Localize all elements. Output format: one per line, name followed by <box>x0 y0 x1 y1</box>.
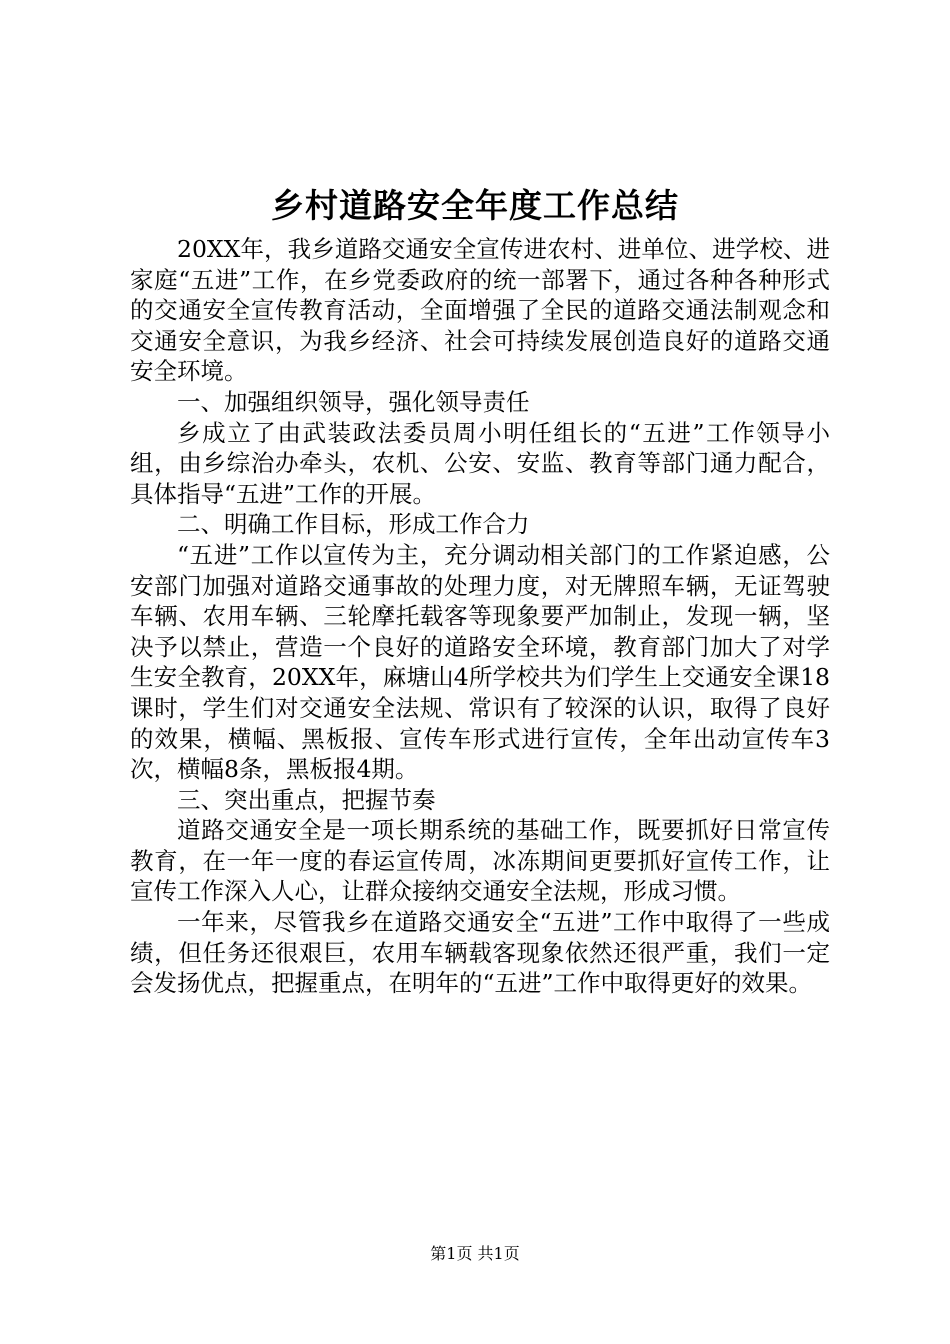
paragraph-conclusion: 一年来，尽管我乡在道路交通安全“五进”工作中取得了一些成绩，但任务还很艰巨，农用车辆载客现象依然还很严重，我们一定会发扬优点，把握重点，在明年的“五进”工作中取得更好的效果。 <box>130 908 830 998</box>
paragraph-section-1: 乡成立了由武装政法委员周小明任组长的“五进”工作领导小组，由乡综治办牵头，农机、公安、安监、教育等部门通力配合，具体指导“五进”工作的开展。 <box>130 418 830 508</box>
paragraph-section-3: 道路交通安全是一项长期系统的基础工作，既要抓好日常宣传教育，在一年一度的春运宣传周，冰冻期间更要抓好宣传工作，让宣传工作深入人心，让群众接纳交通安全法规，形成习惯。 <box>130 816 830 906</box>
section-heading-1: 一、加强组织领导，强化领导责任 <box>177 387 530 416</box>
section-heading-3: 三、突出重点，把握节奏 <box>177 785 436 814</box>
page-footer: 第1页 共1页 <box>430 1244 520 1263</box>
paragraph-section-2: “五进”工作以宣传为主，充分调动相关部门的工作紧迫感，公安部门加强对道路交通事故的处理力度，对无牌照车辆，无证驾驶车辆、农用车辆、三轮摩托载客等现象要严加制止，发现一辆，坚决予以禁止，营造一个良好的道路安全环境，教育部门加大了对学生安全教育，20XX年，麻塘山4所学校共为们学生上交通安全课18课时，学生们对交通安全法规、常识有了较深的认识，取得了良好的效果，横幅、黑板报、宣传车形式进行宣传，全年出动宣传车3次，横幅8条，黑板报4期。 <box>130 540 830 784</box>
document-title: 乡村道路安全年度工作总结 <box>271 186 679 225</box>
document-body <box>130 234 830 999</box>
paragraph-intro: 20XX年，我乡道路交通安全宣传进农村、进单位、进学校、进家庭“五进”工作，在乡党委政府的统一部署下，通过各种各种形式的交通安全宣传教育活动，全面增强了全民的道路交通法制观念和交通安全意识，为我乡经济、社会可持续发展创造良好的道路交通安全环境。 <box>130 235 830 386</box>
section-heading-2: 二、明确工作目标，形成工作合力 <box>177 510 530 539</box>
